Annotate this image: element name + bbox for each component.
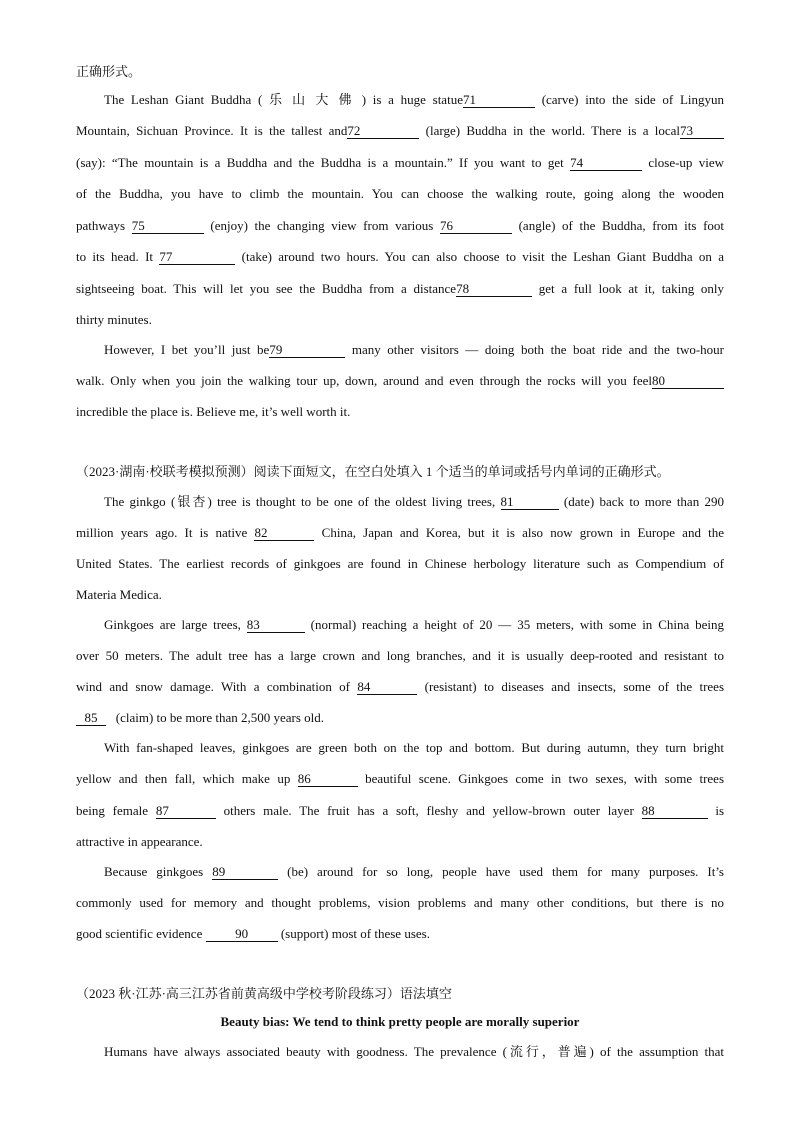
ginkgo-source: （2023·湖南·校联考模拟预测）阅读下面短文，在空白处填入 1 个适当的单词或括号内单词的正确形式。 xyxy=(76,464,670,479)
blank-77[interactable]: 77 xyxy=(159,249,235,265)
ginkgo-line: yellow and then fall, which make up 86 beautiful scene. Ginkgoes come in two sexes, with some trees xyxy=(76,771,724,786)
leshan-line: (say): “The mountain is a Buddha and the Buddha is a mountain.” If you want to get 74 close-up view xyxy=(76,155,724,170)
blank-83[interactable]: 83 xyxy=(247,617,305,633)
ginkgo-line: wind and snow damage. With a combination of 84 (resistant) to diseases and insects, some of the trees xyxy=(76,679,724,694)
blank-78[interactable]: 78 xyxy=(456,281,532,297)
leshan-line: Mountain, Sichuan Province. It is the tallest and72 (large) Buddha in the world. There is a local73 xyxy=(76,121,724,141)
ginkgo-line: commonly used for memory and thought problems, vision problems and many other conditions, but there is no xyxy=(76,895,724,910)
ginkgo-line: over 50 meters. The adult tree has a large crown and long branches, and it is usually deep-rooted and resistant to xyxy=(76,648,724,663)
blank-81[interactable]: 81 xyxy=(501,494,559,510)
ginkgo-line: good scientific evidence 90 (support) most of these uses. xyxy=(76,926,430,941)
blank-71[interactable]: 71 xyxy=(463,92,535,108)
blank-73[interactable]: 73 xyxy=(680,123,724,139)
beauty-source: （2023 秋·江苏·高三江苏省前黄高级中学校考阶段练习）语法填空 xyxy=(76,986,452,1001)
ginkgo-line: Because ginkgoes 89 (be) around for so long, people have used them for many purposes. It’s xyxy=(104,864,724,879)
leshan-line: pathways 75 (enjoy) the changing view from various 76 (angle) of the Buddha, from its foot xyxy=(76,218,724,233)
blank-86[interactable]: 86 xyxy=(298,771,358,787)
ginkgo-line: million years ago. It is native 82 China, Japan and Korea, but it is also now grown in Europe and the xyxy=(76,525,724,540)
ginkgo-line: being female 87 others male. The fruit has a soft, fleshy and yellow-brown outer layer 88 is xyxy=(76,803,724,818)
leshan-line: thirty minutes. xyxy=(76,312,152,327)
ginkgo-line: With fan-shaped leaves, ginkgoes are green both on the top and bottom. But during autumn, they turn bright xyxy=(104,740,724,755)
beauty-title: Beauty bias: We tend to think pretty people are morally superior xyxy=(220,1014,580,1029)
leshan-line: The Leshan Giant Buddha ( 乐 山 大 佛 ) is a huge statue71 (carve) into the side of Lingyun xyxy=(104,92,724,107)
blank-74[interactable]: 74 xyxy=(570,155,642,171)
blank-72[interactable]: 72 xyxy=(347,123,419,139)
ginkgo-line: United States. The earliest records of ginkgoes are found in Chinese herbology literature such as Compendium of xyxy=(76,556,724,571)
blank-85[interactable]: 85 xyxy=(76,710,106,726)
leshan-line: incredible the place is. Believe me, it’s well worth it. xyxy=(76,404,351,419)
blank-79[interactable]: 79 xyxy=(269,342,345,358)
blank-80[interactable]: 80 xyxy=(652,373,724,389)
leshan-line: walk. Only when you join the walking tour up, down, around and even through the rocks will you feel80 xyxy=(76,371,724,391)
leshan-line: sightseeing boat. This will let you see the Buddha from a distance78 get a full look at it, taking only xyxy=(76,281,724,296)
intro-tail: 正确形式。 xyxy=(76,64,142,79)
ginkgo-line: Materia Medica. xyxy=(76,587,162,602)
blank-88[interactable]: 88 xyxy=(642,803,708,819)
leshan-line: of the Buddha, you have to climb the mountain. You can choose the walking route, going along the wooden xyxy=(76,186,724,201)
beauty-line: Humans have always associated beauty with goodness. The prevalence (流行，普遍) of the assumption that xyxy=(104,1044,724,1059)
blank-76[interactable]: 76 xyxy=(440,218,512,234)
ginkgo-line: 85 (claim) to be more than 2,500 years old. xyxy=(76,708,724,728)
blank-89[interactable]: 89 xyxy=(212,864,278,880)
blank-75[interactable]: 75 xyxy=(132,218,204,234)
blank-84[interactable]: 84 xyxy=(357,679,417,695)
blank-82[interactable]: 82 xyxy=(254,525,314,541)
blank-87[interactable]: 87 xyxy=(156,803,216,819)
ginkgo-line: attractive in appearance. xyxy=(76,834,203,849)
blank-90[interactable]: 90 xyxy=(206,926,278,942)
leshan-line: However, I bet you’ll just be79 many other visitors — doing both the boat ride and the two-hour xyxy=(104,342,724,357)
ginkgo-line: Ginkgoes are large trees, 83 (normal) reaching a height of 20 — 35 meters, with some in China being xyxy=(104,617,724,632)
ginkgo-line: The ginkgo (银杏) tree is thought to be one of the oldest living trees, 81 (date) back to more than 290 xyxy=(104,494,724,509)
leshan-line: to its head. It 77 (take) around two hours. You can also choose to visit the Leshan Giant Buddha on a xyxy=(76,249,724,264)
